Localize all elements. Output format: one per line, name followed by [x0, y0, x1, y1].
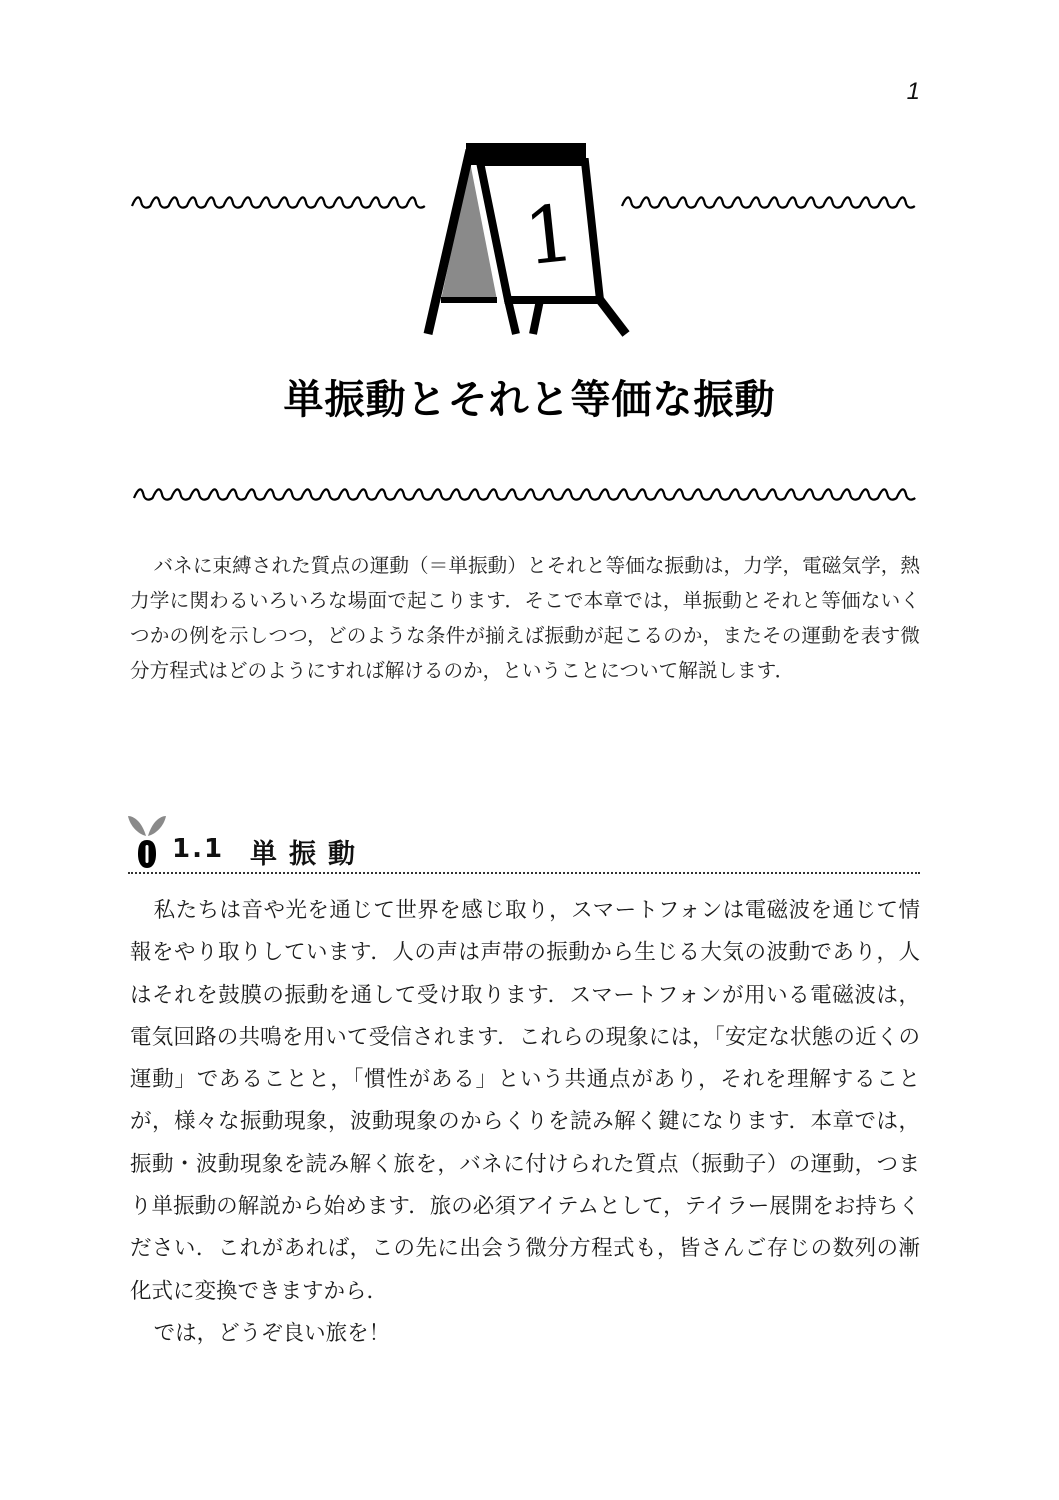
left-loop-ornament [132, 197, 425, 207]
section-dotted-rule [128, 872, 920, 874]
body-paragraph: では，どうぞ良い旅を！ [153, 1320, 391, 1346]
section-body [130, 890, 920, 1355]
chapter-title: 単振動とそれと等価な振動 [283, 377, 776, 423]
chapter-number: 1 [520, 188, 579, 284]
intro-paragraph: バネに束縛された質点の運動（＝単振動）とそれと等価な振動は，力学，電磁気学，熱力学に関わるいろいろな場面で起こります．そこで本章では，単振動とそれと等価ないくつかの例を示しつつ，どのような条件が揃えば振動が起こるのか，またその運動を表す微分方程式はどのようにすれば解けるのか，ということについて解説します． [130, 554, 920, 682]
section-heading [128, 808, 920, 878]
chapter-intro [130, 548, 920, 688]
right-loop-ornament [622, 197, 915, 207]
wave-divider [130, 480, 920, 510]
chapter-header-art [0, 0, 1059, 360]
sprout-icon [128, 812, 166, 870]
body-paragraph: 私たちは音や光を通じて世界を感じ取り，スマートフォンは電磁波を通じて情報をやり取りしています．人の声は声帯の振動から生じる大気の波動であり，人はそれを鼓膜の振動を通して受け取ります．スマートフォンが用いる電磁波は，電気回路の共鳴を用いて受信されます．これらの現象には，「安定な状態の近くの運動」であることと，「慣性がある」という共通点があり，それを理解することが，様々な振動現象，波動現象のからくりを読み解く鍵になります．本章では，振動・波動現象を読み解く旅を，バネに付けられた質点（振動子）の運動，つまり単振動の解説から始めます．旅の必須アイテムとして，テイラー展開をお持ちください．これがあれば，この先に出会う微分方程式も，皆さんご存じの数列の漸化式に変換できますから． [130, 898, 920, 1304]
page-number: 1 [906, 78, 920, 105]
section-number: 1.1 [172, 834, 225, 864]
section-title: 単振動 [250, 839, 367, 870]
